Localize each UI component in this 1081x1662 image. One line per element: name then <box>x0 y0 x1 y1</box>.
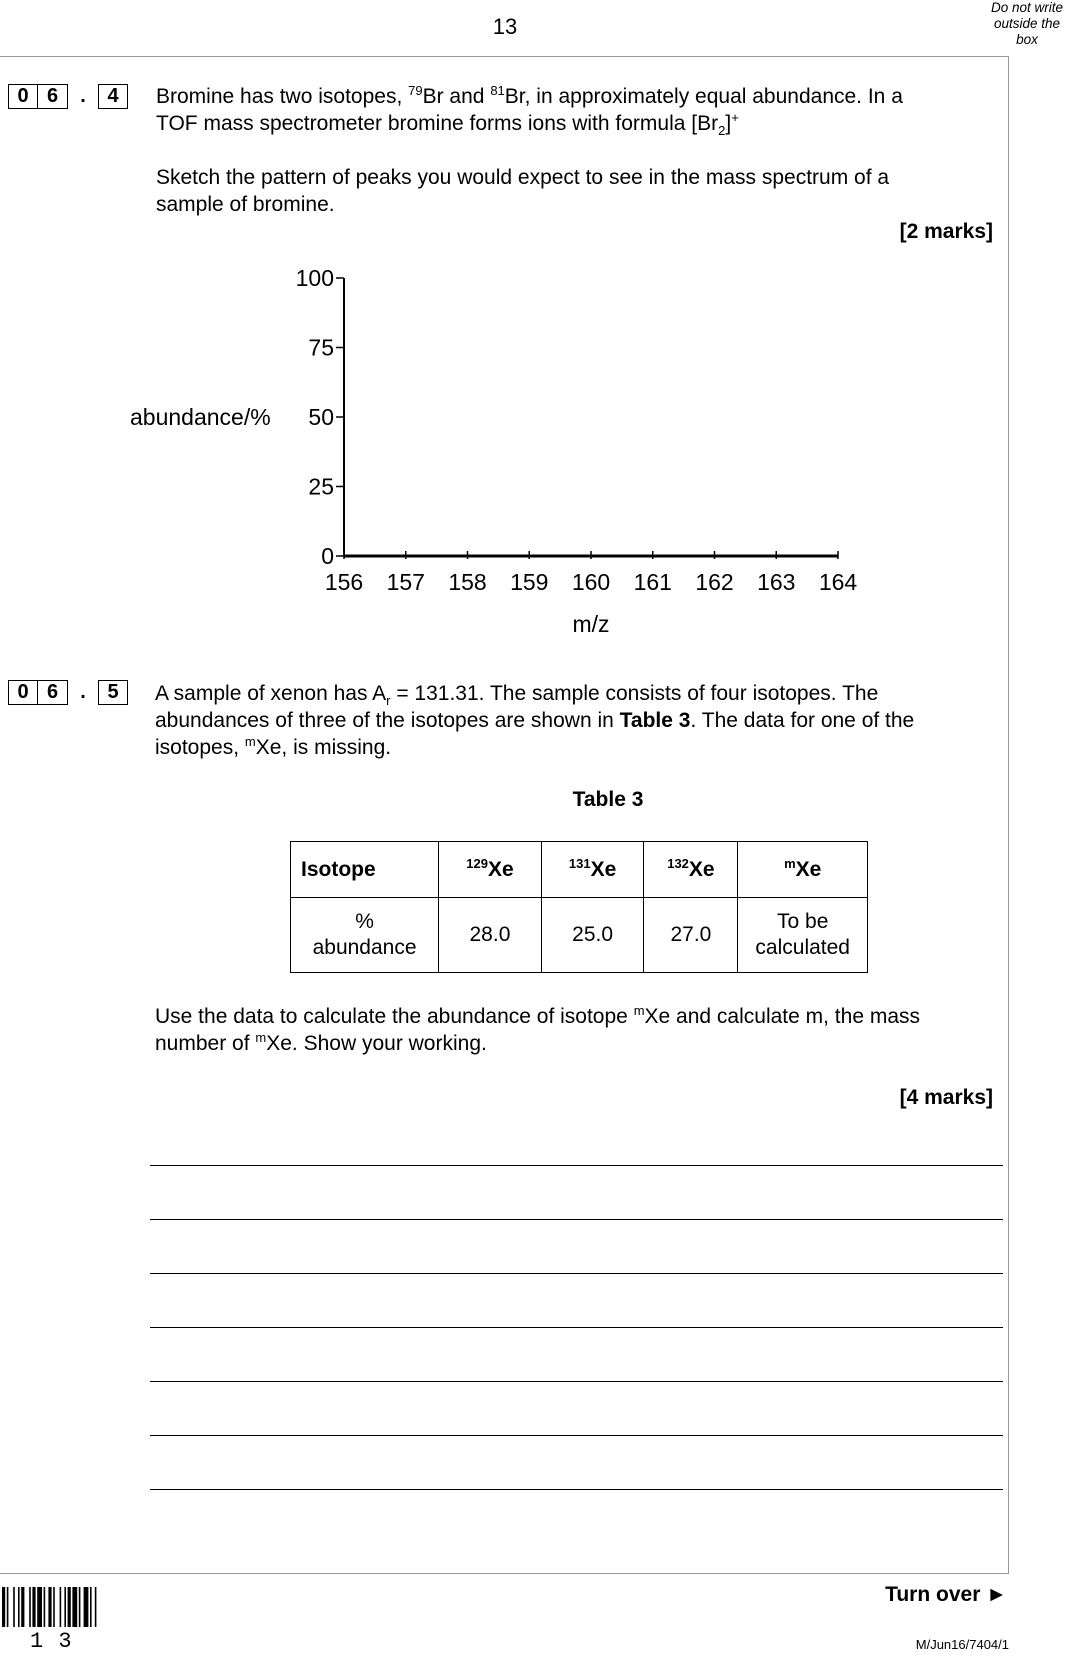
question-number-06-4 <box>8 84 128 109</box>
question-number-06-5 <box>8 680 128 705</box>
y-tick-label: 25 <box>308 473 334 500</box>
y-tick-label: 75 <box>308 334 334 361</box>
barcode-bar <box>2 1587 5 1627</box>
barcode-bar <box>18 1587 20 1627</box>
question-text-line <box>156 110 1006 137</box>
y-tick-label: 50 <box>308 404 334 430</box>
isotope-table <box>290 841 868 973</box>
answer-line[interactable] <box>150 1489 1003 1490</box>
x-tick-label: 157 <box>386 569 425 595</box>
question-dot: . <box>80 85 86 107</box>
marks-06-5: [4 marks] <box>899 1086 993 1109</box>
barcode <box>0 1585 115 1662</box>
x-tick-label: 160 <box>571 569 611 595</box>
answer-line[interactable] <box>150 1327 1003 1328</box>
y-axis-label: abundance/% <box>130 404 271 430</box>
x-tick-label: 162 <box>695 569 734 595</box>
answer-line[interactable] <box>150 1273 1003 1274</box>
table-cell: 28.0 <box>439 898 542 973</box>
question-text-line: abundances of three of the isotopes are shown in Table 3. The data for one of the <box>155 709 915 732</box>
question-text-line <box>156 83 1006 110</box>
question-digit: 5 <box>98 680 128 705</box>
question-06-5-instruction <box>155 1003 1005 1057</box>
x-tick-label: 164 <box>818 569 858 595</box>
barcode-bar <box>29 1587 31 1627</box>
barcode-bar <box>72 1587 77 1627</box>
table-title: Table 3 <box>572 788 644 811</box>
isotope-mass: 79 <box>408 83 423 98</box>
barcode-bar <box>7 1587 9 1627</box>
barcode-bar <box>68 1587 71 1627</box>
barcode-bar <box>84 1587 89 1627</box>
x-tick-label: 163 <box>757 569 796 595</box>
question-digit: 6 <box>38 680 68 705</box>
question-digit: 4 <box>98 84 128 109</box>
question-digit: 6 <box>38 84 68 109</box>
answer-line[interactable] <box>150 1219 1003 1220</box>
x-tick-label: 158 <box>448 569 487 595</box>
margin-note-line: outside the <box>993 16 1061 31</box>
barcode-bar <box>37 1587 42 1627</box>
barcode-bar <box>13 1587 15 1627</box>
table-header-row <box>291 842 868 898</box>
barcode-bar <box>64 1587 66 1627</box>
page-number: 13 <box>492 14 518 39</box>
answer-line[interactable] <box>150 1435 1003 1436</box>
marks-06-4: [2 marks] <box>899 220 993 243</box>
table-reference: Table 3 <box>619 709 691 732</box>
x-tick-label: 161 <box>633 569 672 595</box>
footer-code: M/Jun16/7404/1 <box>915 1637 1009 1652</box>
text-run: TOF mass spectrometer bromine forms ions with formula [Br <box>156 112 719 135</box>
mass-spectrum-axes[interactable] <box>120 258 880 643</box>
x-tick-label: 159 <box>510 569 549 595</box>
y-tick-label: 0 <box>321 543 334 569</box>
barcode-bar <box>21 1587 24 1627</box>
barcode-bar <box>90 1587 92 1627</box>
table-header-isotope: $^m$Xe <box>738 842 868 898</box>
x-axis-label: m/z <box>572 611 610 637</box>
isotope-mass: 81 <box>490 83 505 98</box>
table-row-label: % abundance <box>291 898 439 973</box>
margin-note <box>979 0 1075 48</box>
question-06-4-text <box>156 83 1006 137</box>
table-row <box>291 898 868 973</box>
subscript: r <box>386 693 391 709</box>
instruction-line: Sketch the pattern of peaks you would expect to see in the mass spectrum of a <box>156 166 890 189</box>
table-cell-missing: To be calculated <box>738 898 868 973</box>
y-tick-label: 100 <box>295 265 334 291</box>
barcode-bar <box>95 1587 97 1627</box>
barcode-bar <box>44 1587 46 1627</box>
barcode-bar <box>79 1587 81 1627</box>
table-cell: 27.0 <box>644 898 738 973</box>
table-header-isotope: $^{131}$Xe <box>541 842 644 898</box>
question-digit: 0 <box>8 84 38 109</box>
superscript: m <box>244 734 256 749</box>
turn-over-label: Turn over ► <box>885 1583 1007 1606</box>
barcode-digits: 1 3 <box>30 1629 73 1654</box>
barcode-bar <box>48 1587 51 1627</box>
table-header-label: Isotope <box>291 842 439 898</box>
barcode-bar <box>60 1587 62 1627</box>
charge: + <box>731 110 739 125</box>
barcode-bar <box>32 1587 35 1627</box>
answer-line[interactable] <box>150 1165 1003 1166</box>
text-run: Br and <box>422 85 491 108</box>
text-run: Br, in approximately equal abundance. In a <box>504 85 903 108</box>
question-06-4-instruction <box>156 164 1006 218</box>
barcode-bar <box>53 1587 55 1627</box>
instruction-line: Use the data to calculate the abundance of isotope $^m$Xe and calculate m, the mass <box>155 1003 921 1028</box>
margin-note-line: Do not write <box>990 0 1064 15</box>
table-header-isotope: $^{132}$Xe <box>644 842 738 898</box>
margin-note-line: box <box>1016 32 1038 47</box>
instruction-line: sample of bromine. <box>156 193 335 216</box>
text-run: ] <box>725 112 732 135</box>
table-cell: 25.0 <box>541 898 644 973</box>
table-header-isotope: $^{129}$Xe <box>439 842 542 898</box>
instruction-line: number of $^m$Xe. Show your working. <box>155 1030 487 1055</box>
question-text-line: isotopes, $^m$Xe, is missing. <box>155 734 392 759</box>
question-text-line: A sample of xenon has $A_r = 131.31$. The sample consists of four isotopes. The <box>155 682 879 709</box>
question-dot: . <box>80 681 86 703</box>
answer-line[interactable] <box>150 1381 1003 1382</box>
question-digit: 0 <box>8 680 38 705</box>
text-run: Bromine has two isotopes, <box>156 85 409 108</box>
x-tick-label: 156 <box>324 569 364 595</box>
question-06-5-text <box>155 680 1005 761</box>
subscript: 2 <box>718 123 726 139</box>
